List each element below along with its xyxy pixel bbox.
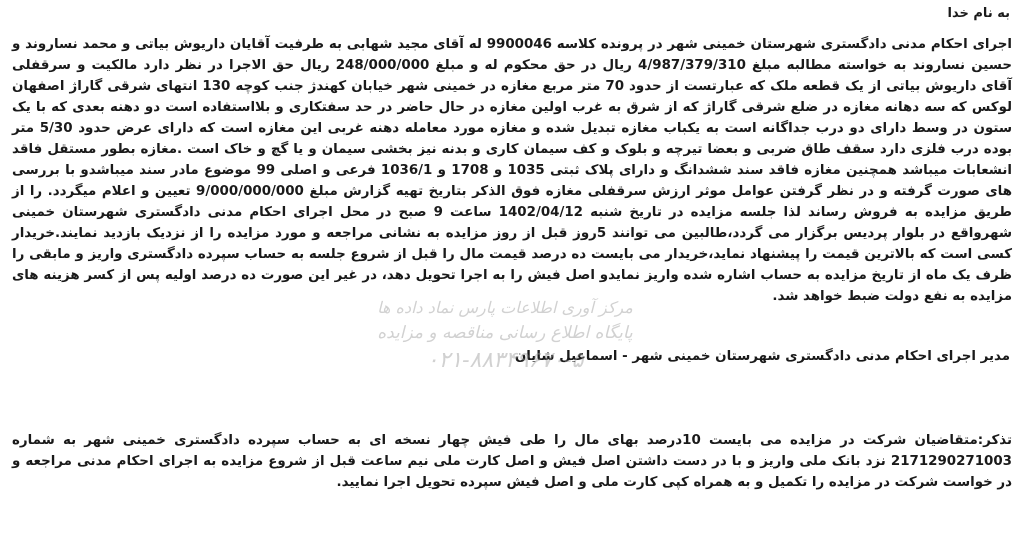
signature-line: مدیر اجرای احکام مدنی دادگستری شهرستان خمینی شهر - اسماعیل شایان [514,349,1010,364]
watermark-line-1: مرکز آوری اطلاعات پارس نماد داده ها [377,298,633,317]
watermark-line-2: پایگاه اطلاع رسانی مناقصه و مزایده [377,323,633,343]
notice-body-paragraph: اجرای احکام مدنی دادگستری شهرستان خمینی شهر در پرونده کلاسه 9900046 له آقای مجید شهابی به طرفیت آقایان داریوش بیاتی و محمد نساروند و حسین نساروند به خواسته مطالبه مبلغ 4/987/379/310 ریال در حق محکوم له و مبلغ 248/000/000 ریال حق الاجرا در نظر دارد مالکیت و سرقفلی آقای داریوش بیاتی از یک قطعه ملک که عبارتست از حدود 70 متر مربع مغازه در خمینی شهر خیابان کهندژ جنب کوچه 130 انتهای شرقی گاراژ اصفهان لوکس که سه دهانه مغازه در ضلع شرقی گاراژ که از شرق به غرب اولین مغازه در حال حاضر در حد سفتکاری و بلااستفاده است دو دهنه بعدی که با یک ستون در وسط دارای دو درب جداگانه است به یکباب مغازه تبدیل شده و مغازه مورد معامله دهنه غربی این مغازه است که دارای عرض حدود 5/30 متر بوده درب فلزی دارد سقف طاق ضربی و بعضا تیرچه و بلوک و کف سیمان کاری و بدنه نیز بخشی سیمان و یا گچ و خاک است .مغازه بطور مستقل فاقد انشعابات میباشد همچنین مغازه فاقد سند ششدانگ و دارای پلاک ثبتی 1035 و 1708 و 1036/1 فرعی و اصلی 99 موضوع مادر سند میباشدو با بررسی های صورت گرفته و در نظر گرفتن عوامل موثر ارزش سرقفلی مغازه فوق الذکر بتاریخ تهیه گزارش مبلغ 9/000/000/000 تعیین و اعلام میگردد. را از طریق مزایده به فروش رساند لذا جلسه مزایده در تاریخ شنبه 1402/04/12 ساعت 9 صبح در محل اجرای احکام مدنی دادگستری شهرستان خمینی شهرواقع در بلوار پردیس برگزار می گردد،طالبین می توانند 5روز قبل از روز مزایده به نشانی مراجعه و مورد مزایده را از نزدیک بازدید نمایند.خریدار کسی است که بالاترین قیمت را پیشنهاد نماید،خریدار می بایست ده درصد قیمت مال را قبل از شروع جلسه به حساب سپرده دادگستری واریز و مابقی را ظرف یک ماه از تاریخ مزایده به حساب اشاره شده واریز نمایدو اصل فیش را به اجرا تحویل دهد، در غیر این صورت ده درصد اولیه پس از کسر هزینه های مزایده به نفع دولت ضبط خواهد شد. [12,37,1013,304]
basmala-heading: به نام خدا [947,6,1010,21]
watermark-phone: ۰۲۱-۸۸۳۴۹۶۷۰-۵ [426,348,584,373]
notice-footnote: تذکر:متقاضیان شرکت در مزایده می بایست 10درصد بهای مال را طی فیش چهار نسخه ای به حساب سپرده دادگستری خمینی شهر به شماره 2171290271003 نزد بانک ملی واریز و با در دست داشتن اصل فیش و اصل کارت ملی نیم ساعت قبل از شروع مزایده به اجرای احکام مدنی مراجعه و در خواست شرکت در مزایده را تکمیل و به همراه کپی کارت ملی و اصل فیش سپرده تحویل اجرا نمایید. [12,433,1012,490]
